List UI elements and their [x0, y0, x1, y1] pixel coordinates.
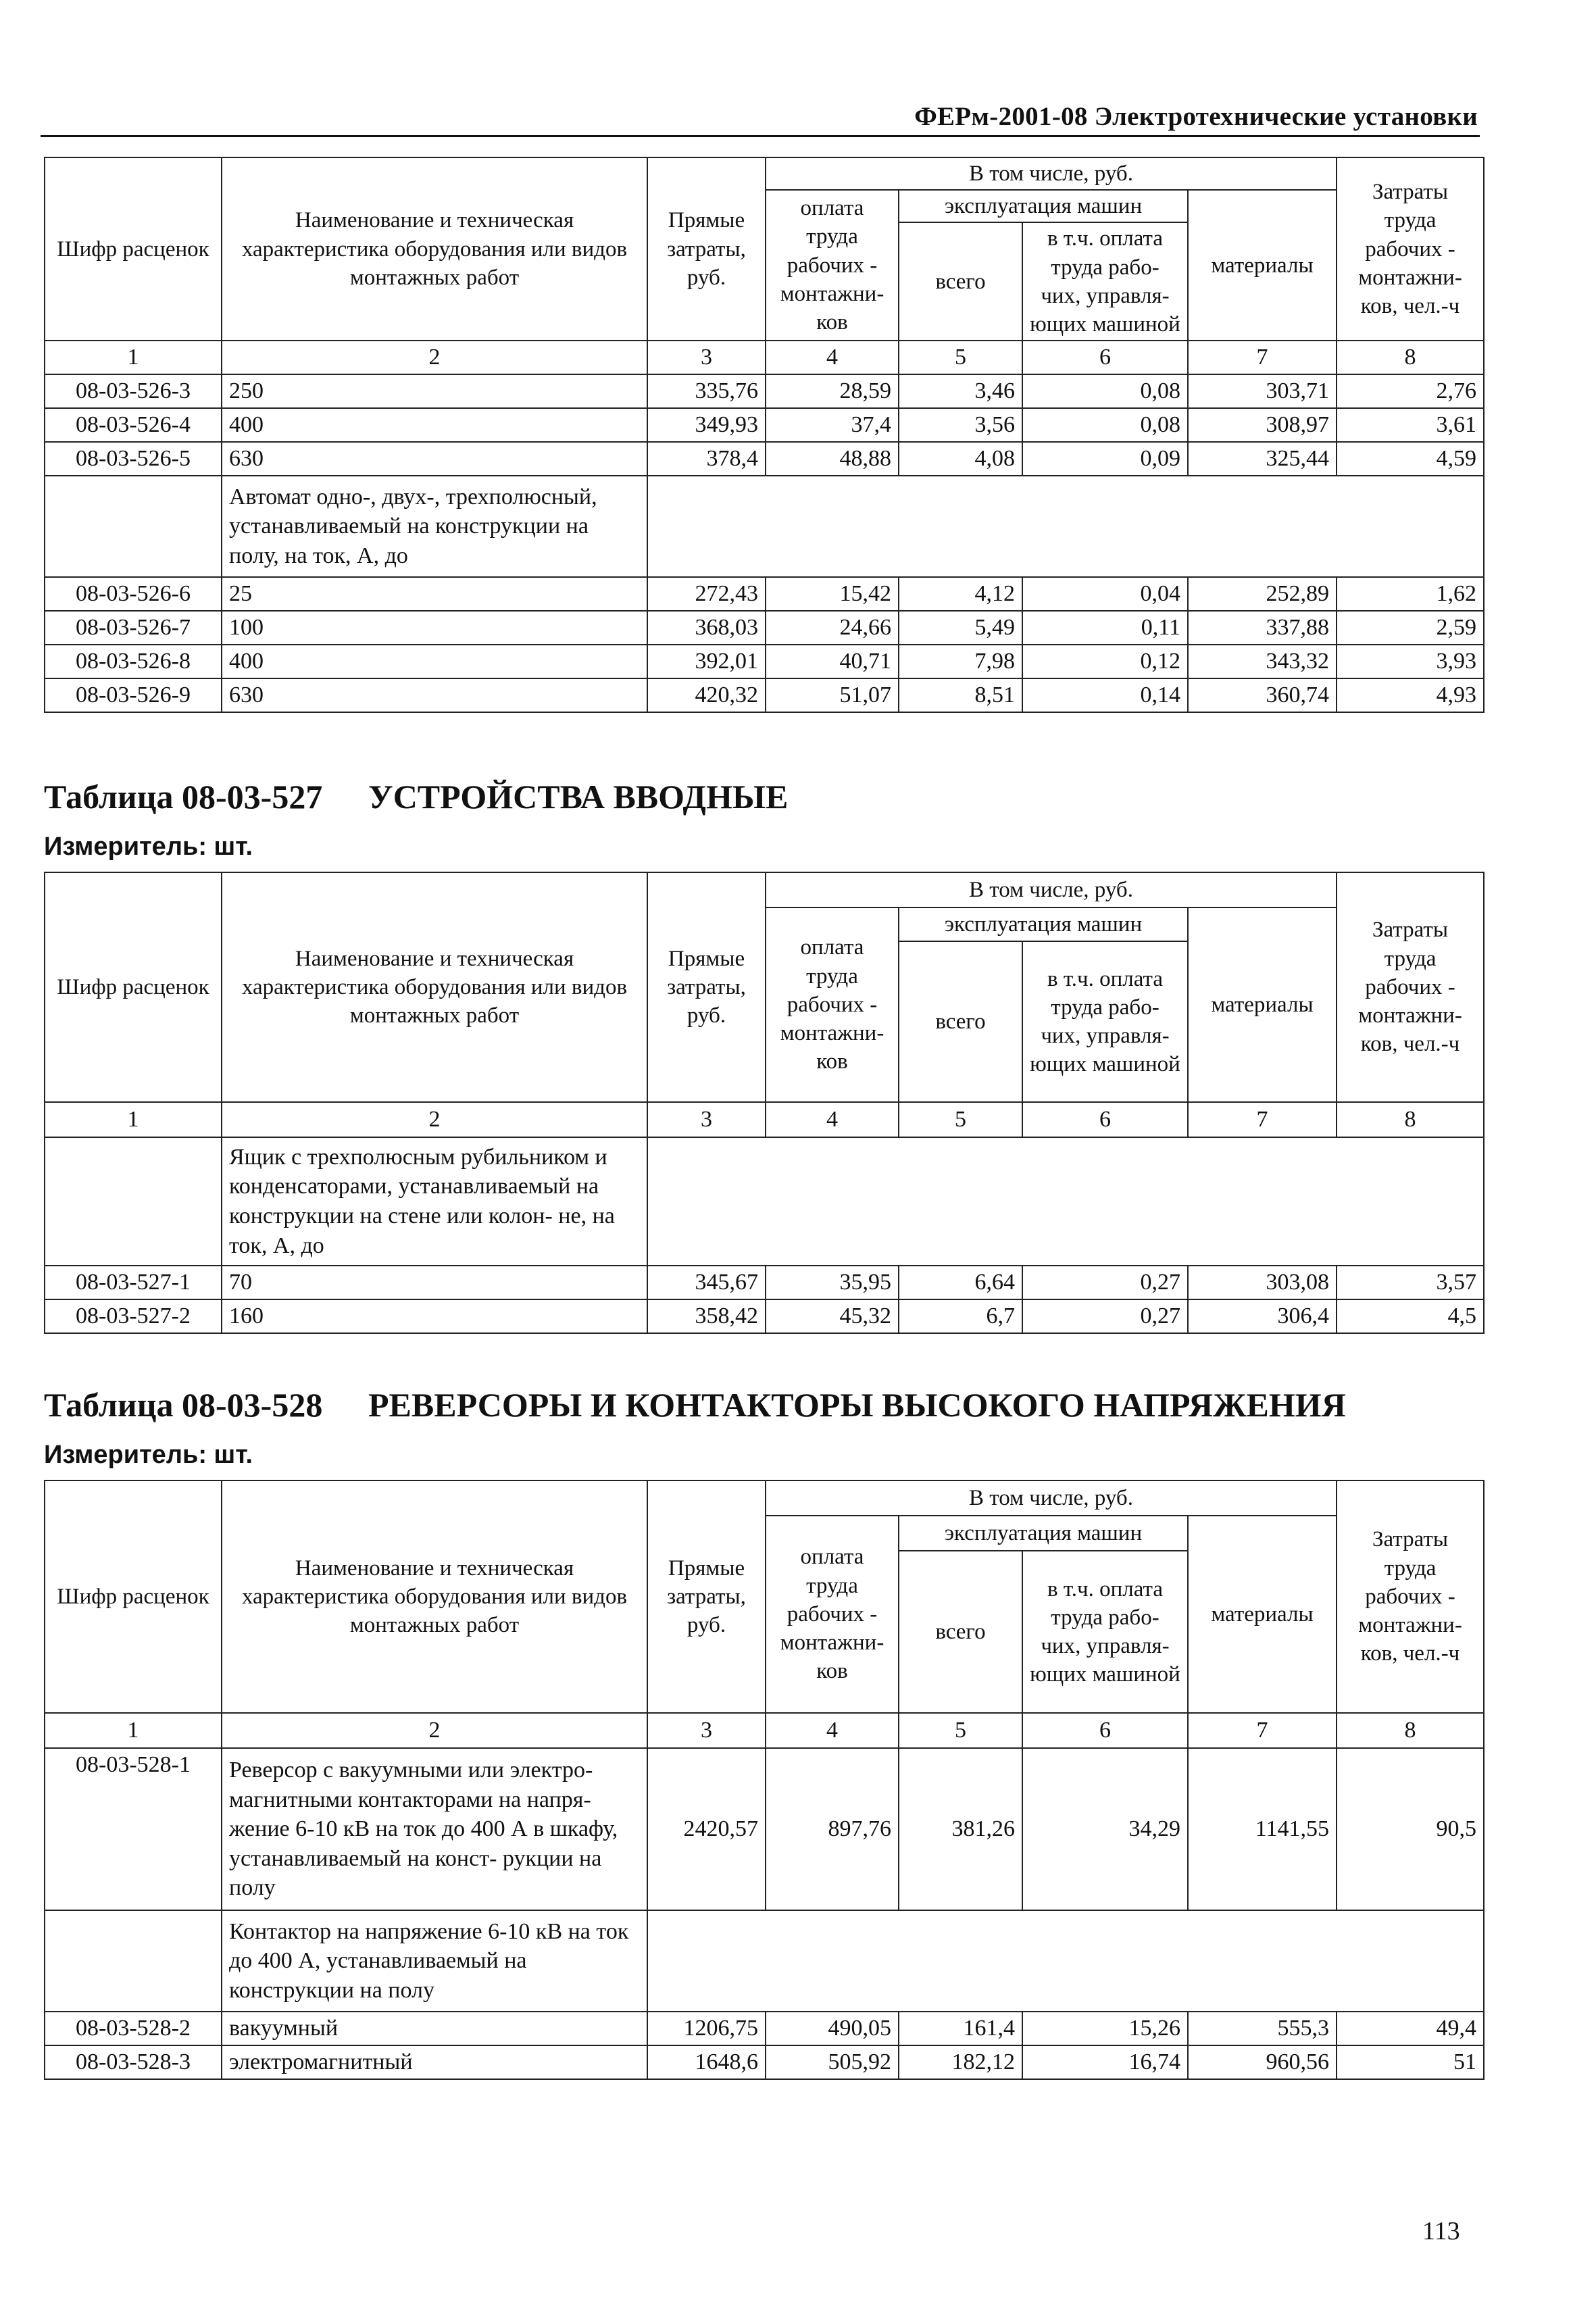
row-total: 3,56 [899, 408, 1022, 442]
row-materials: 337,88 [1188, 611, 1337, 645]
index-cell: 3 [647, 341, 766, 374]
index-cell: 4 [766, 1713, 899, 1748]
row-total: 6,7 [899, 1299, 1022, 1333]
table-08-03-527 [44, 872, 1485, 1334]
row-direct: 2420,57 [647, 1748, 766, 1910]
index-cell: 5 [899, 1713, 1022, 1748]
index-cell: 7 [1188, 1713, 1337, 1748]
table-row [45, 645, 1484, 678]
row-name: 400 [222, 408, 647, 442]
row-code: 08-03-527-2 [45, 1299, 222, 1333]
table-row [45, 577, 1484, 611]
row-total: 5,49 [899, 611, 1022, 645]
index-cell: 3 [647, 1713, 766, 1748]
row-labor: 3,93 [1337, 645, 1484, 678]
header-machines: эксплуатация машин [899, 907, 1188, 941]
row-wages: 48,88 [766, 442, 899, 476]
row-labor: 51 [1337, 2045, 1484, 2079]
header-total: всего [899, 941, 1022, 1102]
row-labor: 1,62 [1337, 577, 1484, 611]
row-name: 160 [222, 1299, 647, 1333]
row-name: 400 [222, 645, 647, 678]
row-code: 08-03-526-6 [45, 577, 222, 611]
header-direct: Прямые затраты, руб. [647, 157, 766, 341]
row-name: 630 [222, 678, 647, 712]
row-wages: 40,71 [766, 645, 899, 678]
index-cell: 8 [1337, 1102, 1484, 1137]
row-code: 08-03-526-7 [45, 611, 222, 645]
row-total: 182,12 [899, 2045, 1022, 2079]
row-name: 25 [222, 577, 647, 611]
row-materials: 306,4 [1188, 1299, 1337, 1333]
header-code: Шифр расценок [45, 872, 222, 1102]
index-cell: 7 [1188, 341, 1337, 374]
header-rule [41, 135, 1480, 137]
header-materials: материалы [1188, 907, 1337, 1102]
table-row [45, 2012, 1484, 2045]
header-operator: в т.ч. оплата труда рабо- чих, управля- ющих машиной [1022, 941, 1188, 1102]
header-materials: материалы [1188, 190, 1337, 341]
table-title [44, 777, 1483, 816]
row-operator: 0,27 [1022, 1299, 1188, 1333]
row-code: 08-03-528-1 [45, 1748, 222, 1910]
index-cell: 7 [1188, 1102, 1337, 1137]
row-operator: 0,27 [1022, 1266, 1188, 1299]
header-incl: В том числе, руб. [766, 1480, 1337, 1516]
header-labor: Затраты труда рабочих - монтажни- ков, чел.-ч [1337, 157, 1484, 341]
index-cell: 8 [1337, 341, 1484, 374]
row-direct: 345,67 [647, 1266, 766, 1299]
index-cell: 8 [1337, 1713, 1484, 1748]
row-labor: 49,4 [1337, 2012, 1484, 2045]
section-08-03-528 [44, 1385, 1483, 1470]
row-direct: 420,32 [647, 678, 766, 712]
table-08-03-528 [44, 1480, 1485, 2080]
row-name: 100 [222, 611, 647, 645]
row-total: 3,46 [899, 374, 1022, 408]
header-code: Шифр расценок [45, 1480, 222, 1713]
table-row [45, 408, 1484, 442]
row-name: 630 [222, 442, 647, 476]
index-cell: 4 [766, 341, 899, 374]
row-operator: 0,11 [1022, 611, 1188, 645]
row-total: 6,64 [899, 1266, 1022, 1299]
table-number: Таблица 08-03-528 [44, 1386, 323, 1424]
index-cell: 5 [899, 341, 1022, 374]
row-operator: 34,29 [1022, 1748, 1188, 1910]
row-wages: 15,42 [766, 577, 899, 611]
row-name: вакуумный [222, 2012, 647, 2045]
index-cell: 2 [222, 1102, 647, 1137]
header-wages: оплата труда рабочих - монтажни- ков [766, 907, 899, 1102]
row-total: 4,12 [899, 577, 1022, 611]
row-labor: 4,59 [1337, 442, 1484, 476]
table-title [44, 1385, 1483, 1424]
header-machines: эксплуатация машин [899, 1516, 1188, 1551]
row-materials: 343,32 [1188, 645, 1337, 678]
index-cell: 2 [222, 341, 647, 374]
row-wages: 897,76 [766, 1748, 899, 1910]
row-operator: 0,08 [1022, 374, 1188, 408]
table-08-03-526 [44, 157, 1485, 713]
row-total: 4,08 [899, 442, 1022, 476]
row-name: 70 [222, 1266, 647, 1299]
row-direct: 272,43 [647, 577, 766, 611]
row-operator: 0,08 [1022, 408, 1188, 442]
row-labor: 90,5 [1337, 1748, 1484, 1910]
index-cell: 2 [222, 1713, 647, 1748]
table-row [45, 374, 1484, 408]
row-total: 381,26 [899, 1748, 1022, 1910]
table-row [45, 1266, 1484, 1299]
header-labor: Затраты труда рабочих - монтажни- ков, чел.-ч [1337, 1480, 1484, 1713]
row-materials: 360,74 [1188, 678, 1337, 712]
header-direct: Прямые затраты, руб. [647, 872, 766, 1102]
header-wages: оплата труда рабочих - монтажни- ков [766, 190, 899, 341]
page-header: ФЕРм-2001-08 Электротехнические установки [914, 102, 1478, 131]
row-code: 08-03-526-3 [45, 374, 222, 408]
row-materials: 303,08 [1188, 1266, 1337, 1299]
row-total: 8,51 [899, 678, 1022, 712]
index-cell: 1 [45, 1102, 222, 1137]
table-heading: РЕВЕРСОРЫ И КОНТАКТОРЫ ВЫСОКОГО НАПРЯЖЕНИЯ [368, 1386, 1346, 1424]
group-description: Автомат одно-, двух-, трехполюсный, устанавливаемый на конструкции на полу, на ток, А, до [222, 476, 647, 577]
header-name: Наименование и техническая характеристика оборудования или видов монтажных работ [222, 1480, 647, 1713]
row-operator: 0,14 [1022, 678, 1188, 712]
row-direct: 335,76 [647, 374, 766, 408]
row-wages: 28,59 [766, 374, 899, 408]
header-total: всего [899, 222, 1022, 341]
row-wages: 24,66 [766, 611, 899, 645]
row-direct: 1206,75 [647, 2012, 766, 2045]
row-labor: 2,76 [1337, 374, 1484, 408]
group-row [45, 1137, 1484, 1266]
header-name: Наименование и техническая характеристика оборудования или видов монтажных работ [222, 872, 647, 1102]
row-code: 08-03-528-2 [45, 2012, 222, 2045]
row-wages: 45,32 [766, 1299, 899, 1333]
row-wages: 51,07 [766, 678, 899, 712]
row-direct: 378,4 [647, 442, 766, 476]
group-row [45, 1910, 1484, 2012]
row-operator: 15,26 [1022, 2012, 1188, 2045]
index-cell: 6 [1022, 1102, 1188, 1137]
row-code: 08-03-528-3 [45, 2045, 222, 2079]
row-wages: 490,05 [766, 2012, 899, 2045]
row-code: 08-03-526-8 [45, 645, 222, 678]
row-materials: 252,89 [1188, 577, 1337, 611]
table-row [45, 1748, 1484, 1910]
group-description: Контактор на напряжение 6-10 кВ на ток до 400 А, устанавливаемый на конструкции на полу [222, 1910, 647, 2012]
row-labor: 4,5 [1337, 1299, 1484, 1333]
index-cell: 3 [647, 1102, 766, 1137]
row-labor: 3,61 [1337, 408, 1484, 442]
row-direct: 392,01 [647, 645, 766, 678]
row-materials: 308,97 [1188, 408, 1337, 442]
page-number: 113 [1422, 2217, 1460, 2245]
row-wages: 37,4 [766, 408, 899, 442]
row-code: 08-03-527-1 [45, 1266, 222, 1299]
row-labor: 3,57 [1337, 1266, 1484, 1299]
index-cell: 1 [45, 1713, 222, 1748]
table-row [45, 678, 1484, 712]
row-direct: 349,93 [647, 408, 766, 442]
row-operator: 0,12 [1022, 645, 1188, 678]
row-materials: 960,56 [1188, 2045, 1337, 2079]
index-cell: 6 [1022, 341, 1188, 374]
table-number: Таблица 08-03-527 [44, 778, 323, 816]
table-row [45, 1299, 1484, 1333]
row-name: электромагнитный [222, 2045, 647, 2079]
table-row [45, 611, 1484, 645]
row-materials: 325,44 [1188, 442, 1337, 476]
header-operator: в т.ч. оплата труда рабо- чих, управля- ющих машиной [1022, 222, 1188, 341]
row-operator: 0,09 [1022, 442, 1188, 476]
row-operator: 16,74 [1022, 2045, 1188, 2079]
row-labor: 2,59 [1337, 611, 1484, 645]
table-row [45, 442, 1484, 476]
row-operator: 0,04 [1022, 577, 1188, 611]
row-materials: 1141,55 [1188, 1748, 1337, 1910]
index-cell: 1 [45, 341, 222, 374]
unit-of-measure: Измеритель: шт. [44, 1441, 253, 1469]
header-incl: В том числе, руб. [766, 157, 1337, 190]
header-incl: В том числе, руб. [766, 872, 1337, 907]
row-code: 08-03-526-9 [45, 678, 222, 712]
header-direct: Прямые затраты, руб. [647, 1480, 766, 1713]
section-08-03-527 [44, 777, 1483, 862]
header-labor: Затраты труда рабочих - монтажни- ков, чел.-ч [1337, 872, 1484, 1102]
row-total: 7,98 [899, 645, 1022, 678]
row-code: 08-03-526-5 [45, 442, 222, 476]
index-cell: 4 [766, 1102, 899, 1137]
group-row [45, 476, 1484, 577]
header-name: Наименование и техническая характеристика оборудования или видов монтажных работ [222, 157, 647, 341]
row-direct: 1648,6 [647, 2045, 766, 2079]
row-code: 08-03-526-4 [45, 408, 222, 442]
row-materials: 303,71 [1188, 374, 1337, 408]
row-direct: 368,03 [647, 611, 766, 645]
header-total: всего [899, 1551, 1022, 1713]
header-materials: материалы [1188, 1516, 1337, 1713]
index-cell: 6 [1022, 1713, 1188, 1748]
index-cell: 5 [899, 1102, 1022, 1137]
row-direct: 358,42 [647, 1299, 766, 1333]
header-code: Шифр расценок [45, 157, 222, 341]
row-materials: 555,3 [1188, 2012, 1337, 2045]
header-wages: оплата труда рабочих - монтажни- ков [766, 1516, 899, 1713]
group-description: Ящик с трехполюсным рубильником и конденсаторами, устанавливаемый на конструкции на стене или колон- не, на ток, А, до [222, 1137, 647, 1266]
header-machines: эксплуатация машин [899, 190, 1188, 222]
row-total: 161,4 [899, 2012, 1022, 2045]
row-name: Реверсор с вакуумными или электро- магнитными контакторами на напря- жение 6-10 кВ на ток до 400 А в шкафу, устанавливаемый на конст- рукции на полу [222, 1748, 647, 1910]
unit-of-measure: Измеритель: шт. [44, 832, 253, 861]
row-name: 250 [222, 374, 647, 408]
row-wages: 35,95 [766, 1266, 899, 1299]
header-operator: в т.ч. оплата труда рабо- чих, управля- ющих машиной [1022, 1551, 1188, 1713]
row-wages: 505,92 [766, 2045, 899, 2079]
table-row [45, 2045, 1484, 2079]
row-labor: 4,93 [1337, 678, 1484, 712]
table-heading: УСТРОЙСТВА ВВОДНЫЕ [368, 778, 789, 816]
